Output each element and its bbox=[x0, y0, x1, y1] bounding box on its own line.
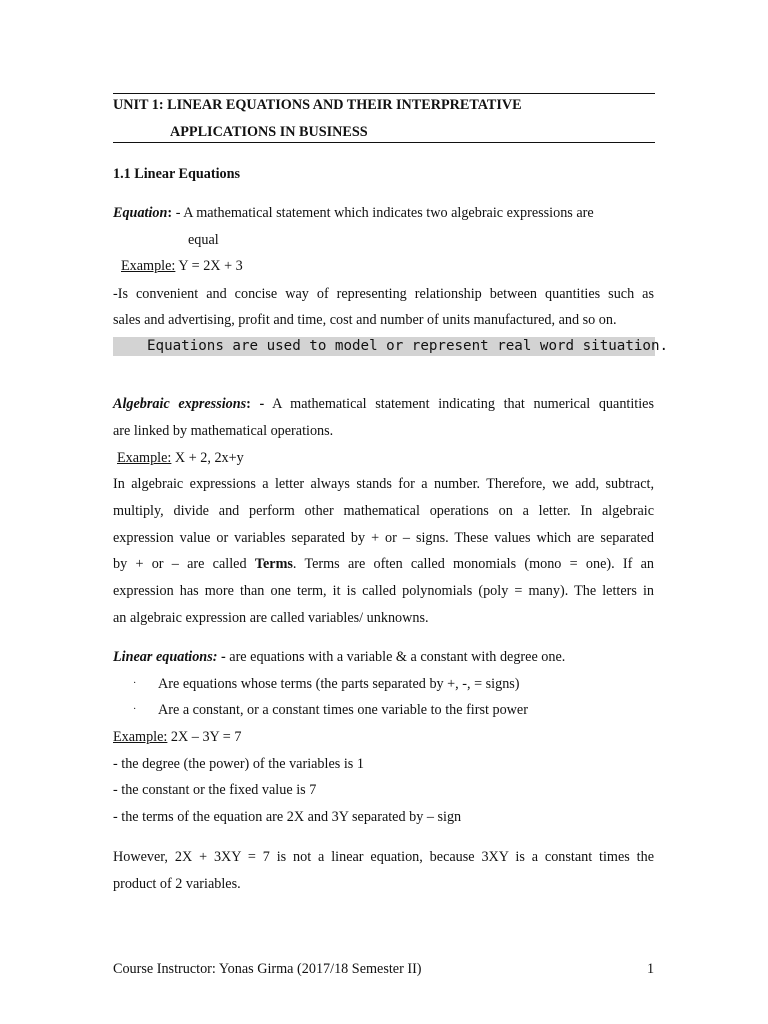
linear-note: - the terms of the equation are 2X and 3Y separated by – sign bbox=[113, 809, 462, 825]
equation-example-value: Y = 2X + 3 bbox=[175, 258, 243, 274]
equation-highlight-text: Equations are used to model or represent real word situation. bbox=[147, 338, 669, 354]
algebraic-para-line: expression value or variables separated by + or – signs. These values which are separated bbox=[113, 530, 654, 546]
algebraic-para-line: In algebraic expressions a letter always stands for a number. Therefore, we add, subtract, bbox=[113, 476, 654, 492]
algebraic-example-label: Example: bbox=[117, 450, 172, 466]
linear-note: - the constant or the fixed value is 7 bbox=[113, 782, 317, 798]
linear-bullet-item: Are a constant, or a constant times one variable to the first power bbox=[158, 702, 528, 718]
algebraic-para-line: multiply, divide and perform other mathematical operations on a letter. In algebraic bbox=[113, 503, 654, 519]
footer-page-number: 1 bbox=[647, 961, 655, 977]
algebraic-para-line: an algebraic expression are called variables/ unknowns. bbox=[113, 610, 429, 626]
equation-colon: : bbox=[167, 205, 173, 221]
equation-def-line1: - A mathematical statement which indicates two algebraic expressions are bbox=[172, 205, 594, 221]
however-line1: However, 2X + 3XY = 7 is not a linear equation, because 3XY is a constant times the bbox=[113, 849, 654, 865]
however-line2: product of 2 variables. bbox=[113, 876, 241, 892]
title-bottom-rule bbox=[113, 142, 655, 143]
linear-note: - the degree (the power) of the variables is 1 bbox=[113, 756, 364, 772]
linear-term: Linear equations: bbox=[113, 649, 218, 665]
algebraic-term: Algebraic expressions bbox=[113, 396, 247, 412]
linear-dash: - bbox=[217, 649, 226, 665]
algebraic-def-rest: A mathematical statement indicating that numerical quantities bbox=[264, 396, 654, 412]
title-top-rule bbox=[113, 93, 655, 94]
linear-def: are equations with a variable & a constant with degree one. bbox=[225, 649, 566, 665]
footer-instructor: Course Instructor: Yonas Girma (2017/18 Semester II) bbox=[113, 961, 422, 977]
unit-title-line1: UNIT 1: LINEAR EQUATIONS AND THEIR INTERPRETATIVE bbox=[113, 97, 522, 113]
equation-def-line2: equal bbox=[188, 232, 219, 248]
equation-example bbox=[121, 257, 243, 275]
equation-term: Equation bbox=[113, 205, 168, 221]
terms-keyword: Terms bbox=[254, 556, 293, 572]
algebraic-def-line1 bbox=[113, 395, 654, 413]
equation-example-label: Example: bbox=[121, 258, 176, 274]
linear-example-value: 2X – 3Y = 7 bbox=[167, 729, 242, 745]
algebraic-para-line: expression has more than one term, it is called polynomials (poly = many). The letters in bbox=[113, 583, 654, 599]
equation-definition bbox=[113, 204, 594, 222]
equation-desc-line2: sales and advertising, profit and time, cost and number of units manufactured, and so on. bbox=[113, 312, 617, 328]
terms-pre: by + or – are called bbox=[113, 556, 255, 572]
equation-desc-line1: -Is convenient and concise way of representing relationship between quantities such as bbox=[113, 286, 654, 302]
bullet-icon: · bbox=[133, 678, 137, 689]
bullet-icon: · bbox=[133, 704, 137, 715]
unit-title-line2: APPLICATIONS IN BUSINESS bbox=[170, 124, 368, 140]
linear-example-label: Example: bbox=[113, 729, 168, 745]
algebraic-example-value: X + 2, 2x+y bbox=[171, 450, 244, 466]
algebraic-para-line-terms bbox=[113, 555, 654, 573]
terms-post: . Terms are often called monomials (mono = one). If an bbox=[292, 556, 654, 572]
linear-definition bbox=[113, 648, 565, 666]
algebraic-def-line2: are linked by mathematical operations. bbox=[113, 423, 334, 439]
equation-highlight-box bbox=[113, 337, 669, 356]
linear-example bbox=[113, 728, 241, 746]
algebraic-example bbox=[117, 449, 244, 467]
linear-bullet-item: Are equations whose terms (the parts separated by +, -, = signs) bbox=[158, 676, 520, 692]
algebraic-colon: : - bbox=[246, 396, 265, 412]
section-heading: 1.1 Linear Equations bbox=[113, 166, 241, 182]
